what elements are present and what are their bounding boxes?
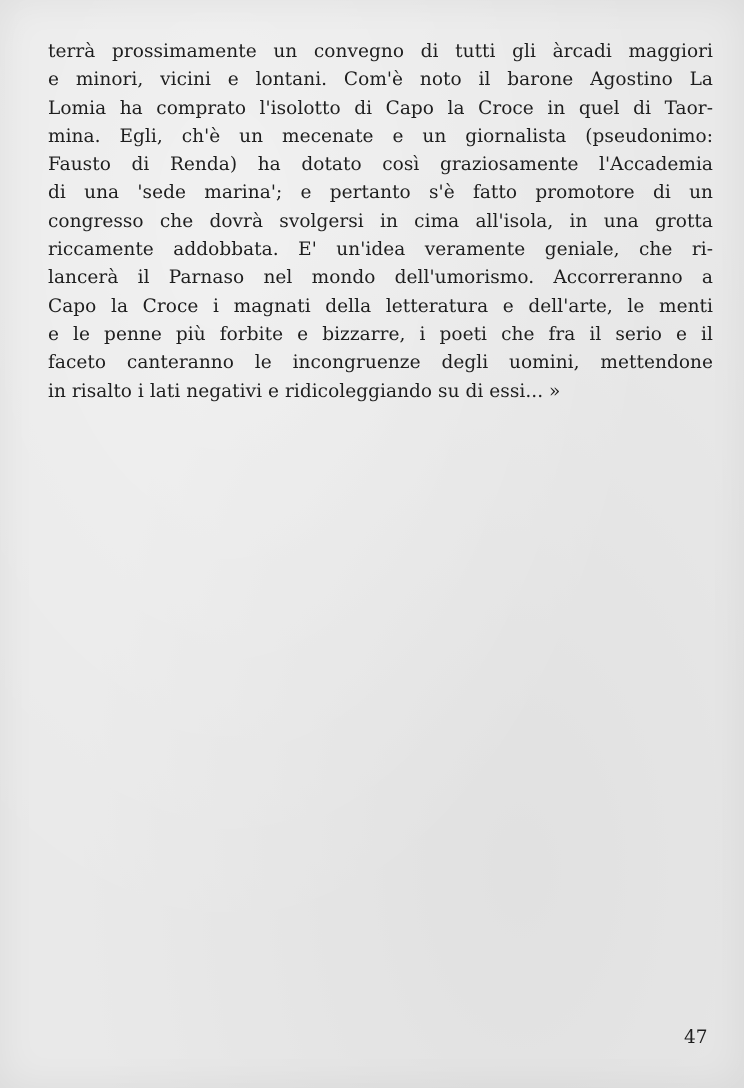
text-line: congresso che dovrà svolgersi in cima all'isola, in una grotta	[48, 210, 713, 232]
page-number: 47	[684, 1027, 708, 1048]
text-line: riccamente addobbata. E' un'idea veramente geniale, che ri-	[48, 239, 713, 261]
text-line: Lomia ha comprato l'isolotto di Capo la Croce in quel di Taor-	[48, 97, 713, 119]
text-line: terrà prossimamente un convegno di tutti gli àrcadi maggiori	[48, 41, 713, 62]
text-line: Fausto di Renda) ha dotato così graziosamente l'Accademia	[48, 154, 713, 176]
text-line: di una 'sede marina'; e pertanto s'è fatto promotore di un	[48, 182, 713, 204]
text-line: lancerà il Parnaso nel mondo dell'umorismo. Accorreranno a	[48, 267, 713, 289]
body-text	[48, 38, 713, 406]
text-line: e le penne più forbite e bizzarre, i poeti che fra il serio e il	[48, 323, 713, 345]
text-line: in risalto i lati negativi e ridicoleggiando su di essi... »	[48, 380, 561, 402]
text-line: e minori, vicini e lontani. Com'è noto il barone Agostino La	[48, 69, 713, 91]
text-line: mina. Egli, ch'è un mecenate e un giornalista (pseudonimo:	[48, 125, 713, 147]
text-line: Capo la Croce i magnati della letteratura e dell'arte, le menti	[48, 295, 713, 317]
text-line: faceto canteranno le incongruenze degli uomini, mettendone	[48, 352, 713, 374]
